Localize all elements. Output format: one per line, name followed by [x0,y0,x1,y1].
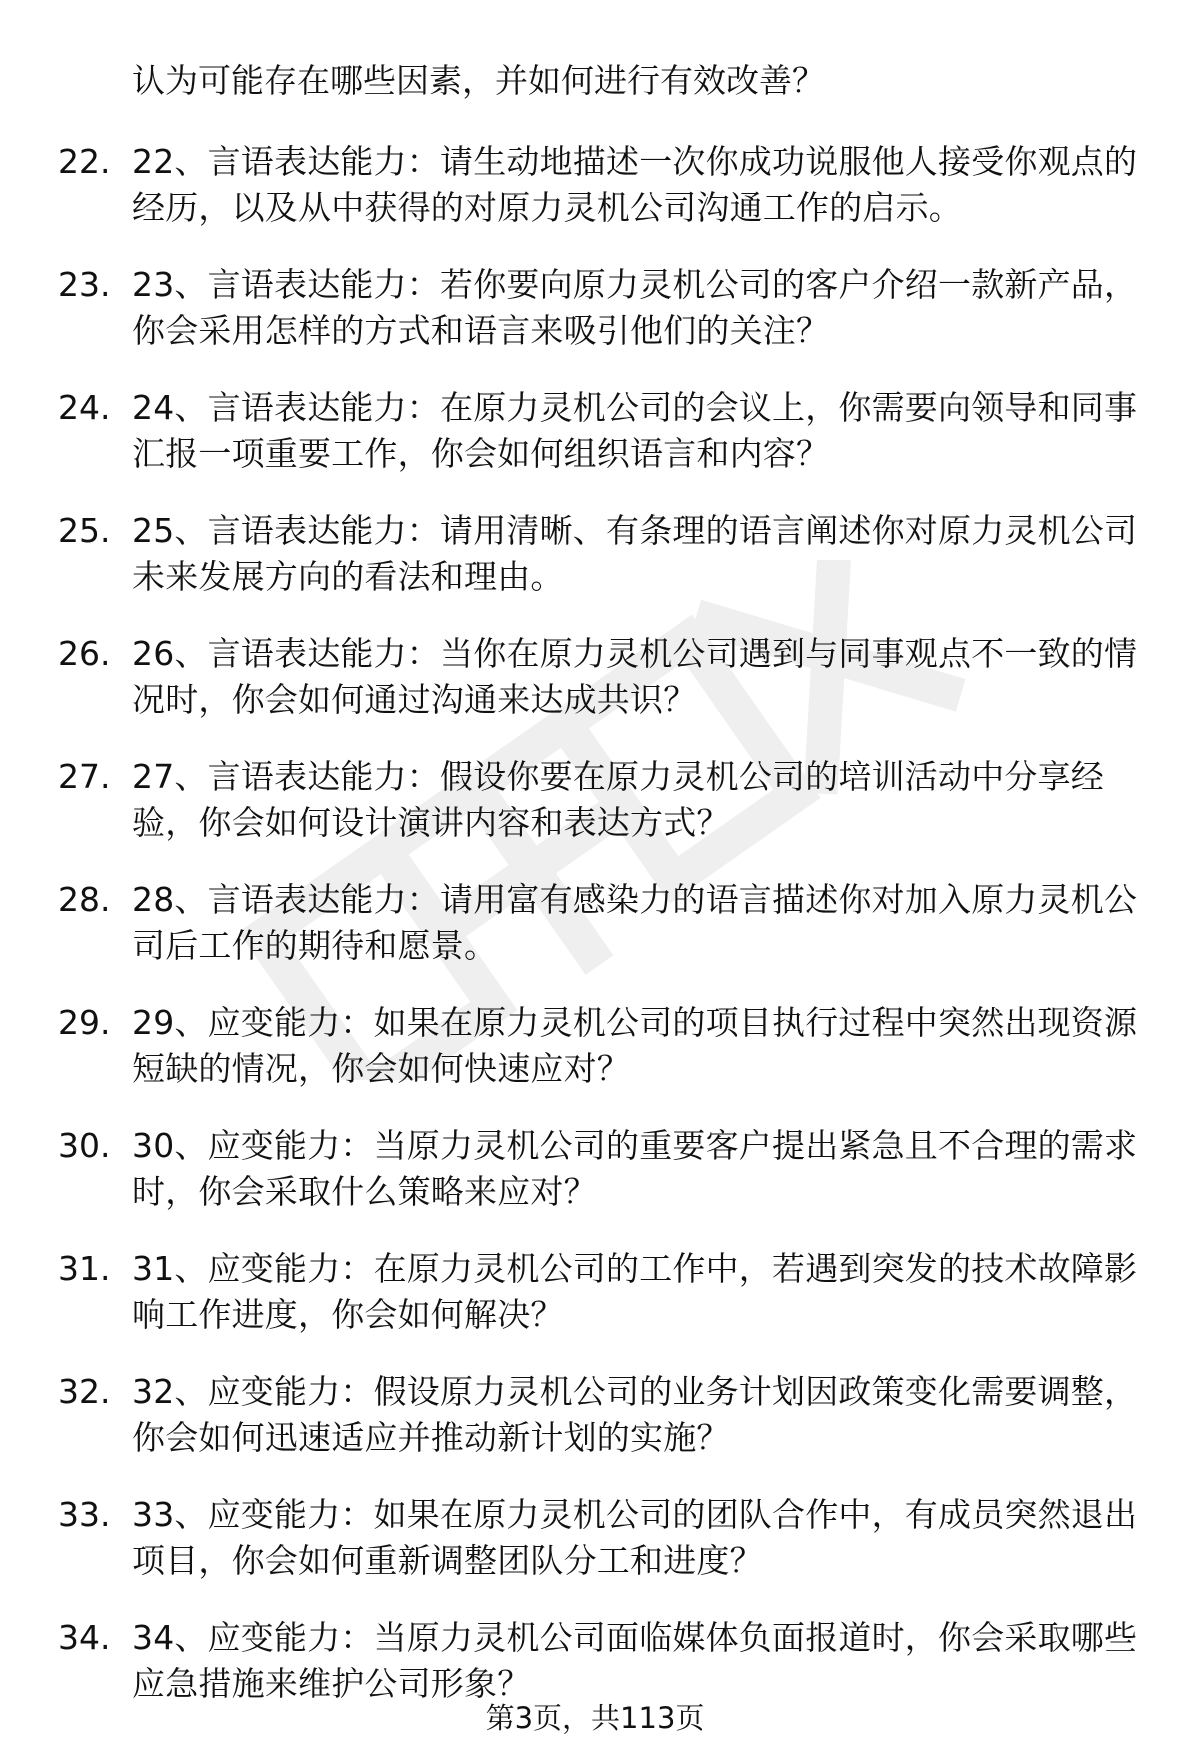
page-footer: 第3页，共113页 [485,1701,705,1735]
question-text: 28、言语表达能力：请用富有感染力的语言描述你对加入原力灵机公司后工作的期待和愿景。 [132,880,1138,965]
question-text: 25、言语表达能力：请用清晰、有条理的语言阐述你对原力灵机公司未来发展方向的看法和理由。 [132,511,1138,596]
question-number: 30. [58,1126,111,1165]
question-number: 22. [58,142,111,181]
question-text: 23、言语表达能力：若你要向原力灵机公司的客户介绍一款新产品，你会采用怎样的方式和语言来吸引他们的关注？ [132,265,1138,350]
question-text: 26、言语表达能力：当你在原力灵机公司遇到与同事观点不一致的情况时，你会如何通过沟通来达成共识？ [132,634,1138,719]
question-item [0,631,1190,724]
question-number: 25. [58,511,111,550]
question-text: 24、言语表达能力：在原力灵机公司的会议上，你需要向领导和同事汇报一项重要工作，你会如何组织语言和内容？ [132,388,1138,473]
question-item [0,1123,1190,1216]
question-text: 33、应变能力：如果在原力灵机公司的团队合作中，有成员突然退出项目，你会如何重新调整团队分工和进度？ [132,1495,1138,1580]
question-item [0,1369,1190,1462]
question-number: 28. [58,880,111,919]
question-text: 29、应变能力：如果在原力灵机公司的项目执行过程中突然出现资源短缺的情况，你会如何快速应对？ [132,1003,1138,1088]
question-number: 24. [58,388,111,427]
question-item [0,508,1190,601]
question-text: 32、应变能力：假设原力灵机公司的业务计划因政策变化需要调整，你会如何迅速适应并推动新计划的实施？ [132,1372,1138,1457]
question-list [0,139,1190,1738]
question-item [0,1492,1190,1585]
question-item [0,1000,1190,1093]
question-text: 31、应变能力：在原力灵机公司的工作中，若遇到突发的技术故障影响工作进度，你会如何解决？ [132,1249,1138,1334]
question-number: 27. [58,757,111,796]
question-item [0,139,1190,232]
question-item [0,262,1190,355]
question-text: 27、言语表达能力：假设你要在原力灵机公司的培训活动中分享经验，你会如何设计演讲内容和表达方式？ [132,757,1104,842]
question-item [0,385,1190,478]
question-item [0,754,1190,847]
question-number: 32. [58,1372,111,1411]
continuation-text: 认为可能存在哪些因素，并如何进行有效改善？ [132,61,825,100]
question-number: 33. [58,1495,111,1534]
question-item [0,1615,1190,1708]
question-text: 34、应变能力：当原力灵机公司面临媒体负面报道时，你会采取哪些应急措施来维护公司形象？ [132,1618,1138,1703]
question-text: 22、言语表达能力：请生动地描述一次你成功说服他人接受你观点的经历，以及从中获得的对原力灵机公司沟通工作的启示。 [132,142,1138,227]
question-number: 26. [58,634,111,673]
question-number: 34. [58,1618,111,1657]
question-text: 30、应变能力：当原力灵机公司的重要客户提出紧急且不合理的需求时，你会采取什么策略来应对？ [132,1126,1138,1211]
question-item [0,1246,1190,1339]
question-number: 29. [58,1003,111,1042]
question-number: 31. [58,1249,111,1288]
question-item [0,877,1190,970]
question-number: 23. [58,265,111,304]
